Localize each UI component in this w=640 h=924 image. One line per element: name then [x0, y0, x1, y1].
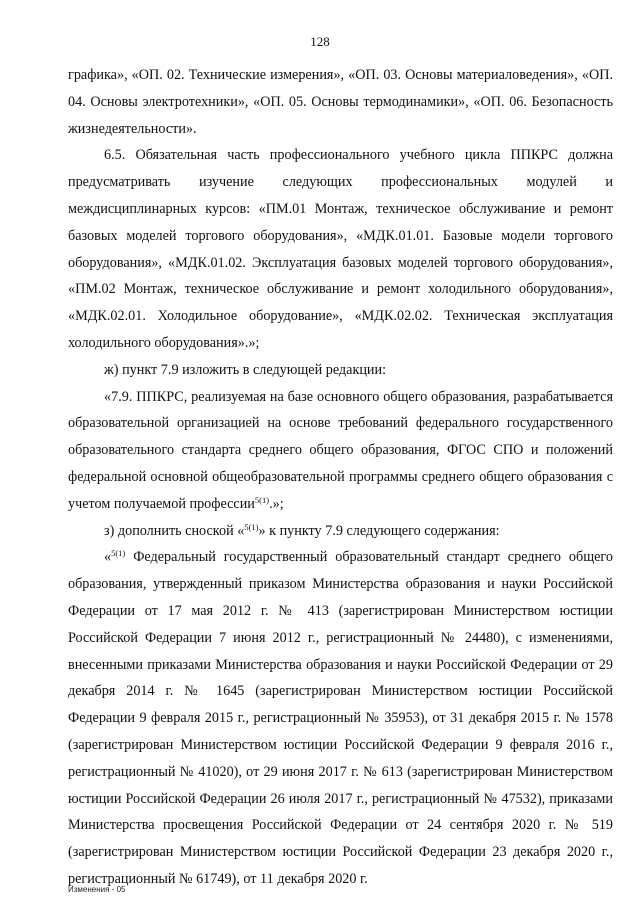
footnote-ref: 5(1) [254, 494, 270, 505]
footnote-open-quote: « [104, 549, 112, 566]
paragraph-7-9 [68, 384, 613, 518]
page-number: 128 [310, 34, 330, 49]
paragraph-z-after: » к пункту 7.9 следующего содержания: [258, 522, 500, 539]
paragraph-z-before: з) дополнить сноской « [104, 522, 245, 539]
paragraph-6-5: 6.5. Обязательная часть профессионального учебного цикла ППКРС должна предусматривать изучение следующих профессиональных модулей и междисциплинарных курсов: «ПМ.01 Монтаж, техническое обслуживание и ремонт базовых моделей торгового оборудования», «МДК.01.01. Базовые модели торгового оборудования», «МДК.01.02. Эксплуатация базовых моделей торгового оборудования», «ПМ.02 Монтаж, техническое обслуживание и ремонт холодильного оборудования», «МДК.02.01. Холодильное оборудование», «МДК.02.02. Техническая эксплуатация холодильного оборудования».»; [68, 147, 613, 351]
paragraph-zh: ж) пункт 7.9 изложить в следующей редакции: [104, 361, 387, 378]
paragraph-z [68, 518, 613, 545]
paragraph-7-9-tail: .»; [269, 495, 284, 512]
paragraph-7-9-text: «7.9. ППКРС, реализуемая на базе основного общего образования, разрабатывается образовательной организацией на основе требований федерального государственного образовательного стандарта среднего общего образования, ФГОС СПО и положений федеральной основной общеобразовательной программы среднего общего образования с учетом получаемой профессии [68, 388, 613, 512]
footnote-text: Федеральный государственный образовательный стандарт среднего общего образования, утвержденный приказом Министерства образования и науки Российской Федерации от 17 мая 2012 г. № 413 (зарегистрирован Министерством юстиции Российской Федерации 7 июня 2012 г., регистрационный № 24480), с изменениями, внесенными приказами Министерства образования и науки Российской Федерации от 29 декабря 2014 г. № 1645 (зарегистрирован Министерством юстиции Российской Федерации 9 февраля 2015 г., регистрационный № 35953), от 31 декабря 2015 г. № 1578 (зарегистрирован Министерством юстиции Российской Федерации 9 февраля 2016 г., регистрационный № 41020), от 29 июня 2017 г. № 613 (зарегистрирован Министерством юстиции Российской Федерации 26 июля 2017 г., регистрационный № 47532), приказами Министерства просвещения Российской Федерации от 24 сентября 2020 г. № 519 (зарегистрирован Министерством юстиции Российской Федерации 23 декабря 2020 г., регистрационный № 61749), от 11 декабря 2020 г. [68, 549, 613, 887]
document-body [68, 62, 613, 893]
paragraph-footnote [68, 544, 613, 892]
footnote-ref: 5(1) [244, 521, 259, 532]
footnote-ref: 5(1) [111, 548, 126, 559]
paragraph-op-list: графика», «ОП. 02. Технические измерения», «ОП. 03. Основы материаловедения», «ОП. 04. Основы электротехники», «ОП. 05. Основы термодинамики», «ОП. 06. Безопасность жизнедеятельности». [68, 67, 613, 137]
footer-label: Изменения - 05 [68, 885, 126, 894]
